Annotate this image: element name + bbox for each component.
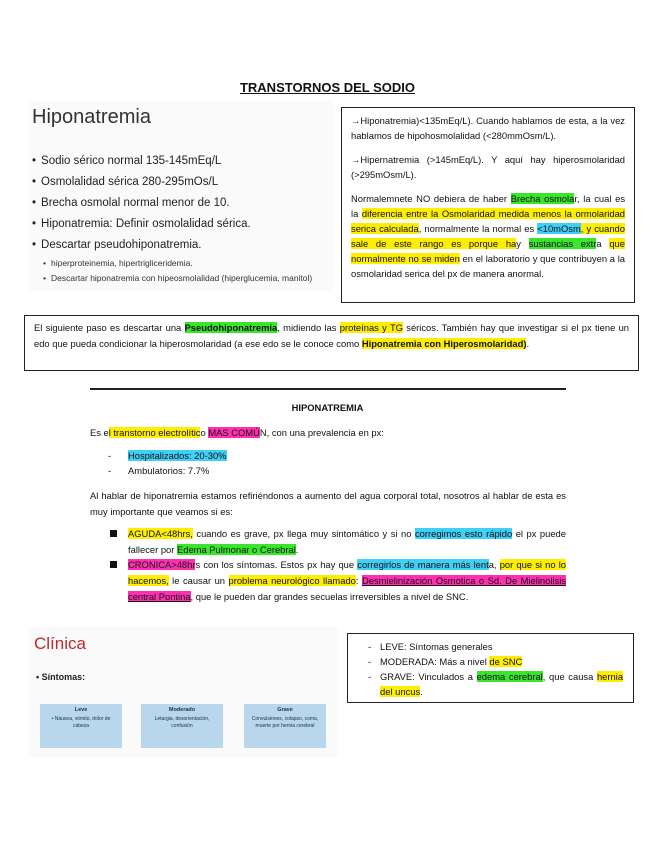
aguda-item (108, 526, 566, 558)
severity-item: - MODERADA: Más a nivel de SNC (368, 656, 523, 667)
text-run: , normalmente la normal es (418, 223, 538, 234)
text-run: GRAVE: Vinculados a (380, 671, 477, 682)
clinica-slide (28, 627, 338, 757)
text-run: cuando es grave, px llega muy sintomático y si no (192, 528, 415, 539)
hiponatremia-note: →Hiponatremia)<135mEq/L). Cuando hablamos de esta, a la vez hablamos de hipohosmolalidad (<280mmOsm/L). (351, 115, 625, 141)
highlight-yellow: diferencia entre la Osmolaridad medida menos la ormolaridad serica calculada (351, 208, 625, 234)
highlight-yellow: Hiponatremia con Hiperosmolaridad) (361, 338, 527, 349)
text-run: Es e (90, 427, 109, 438)
highlight-yellow: que normalmente no se miden (351, 238, 625, 264)
pseudohiponatremia-box (24, 315, 639, 371)
section-title: HIPONATREMIA (291, 402, 364, 413)
card-moderado (141, 704, 223, 748)
text-run: MODERADA: Más a nivel (380, 656, 490, 667)
slide-bullet: • Descartar pseudohiponatremia. (32, 235, 312, 256)
highlight-cyan: Hospitalizados: 20-30% (128, 450, 227, 461)
highlight-green: Pseudohiponatremia (184, 322, 278, 333)
text-run: LEVE: Síntomas generales (380, 641, 493, 652)
slide-bullet: • Osmolalidad sérica 280-295mOs/L (32, 172, 312, 193)
highlight-yellow: , y cuando sale de este rango es porque ha (351, 223, 625, 249)
highlight-green: Edema Pulmonar o Cerebral (176, 544, 296, 555)
sintomas-label: • Síntomas: (36, 672, 86, 682)
text-run: . (420, 686, 423, 697)
text-run: el px puede fallecer por (128, 528, 566, 555)
slide-title: Hiponatremia (32, 106, 151, 128)
card-leve (40, 704, 122, 748)
text-run: Ambulatorios: 7.7% (128, 465, 210, 476)
highlight-cyan: <10mOsm (537, 223, 581, 234)
severity-box (347, 633, 634, 703)
card-title: Grave (277, 707, 293, 713)
slide-bullet: • Brecha osmolal normal menor de 10. (32, 193, 312, 214)
card-body: • Náusea, vómito, dolor de cabeza (51, 716, 111, 729)
card-body: Letargia, desorientación, confusión (154, 716, 210, 729)
square-bullet-icon (110, 561, 117, 568)
highlight-cyan: corregirlos de manera más lent (357, 559, 489, 570)
highlight-yellow: por que si no lo hacemos, (128, 559, 566, 586)
text-run: le causar un (168, 575, 229, 586)
highlight-magenta: MAS COMÚ (208, 427, 260, 438)
highlight-green: edema cerebral (476, 671, 543, 682)
card-grave (244, 704, 326, 748)
card-body: Convulsiones, colapso, coma, muerte por hernia cerebral (251, 716, 319, 729)
square-bullet-icon (110, 530, 117, 537)
highlight-magenta: CRONICA>48hr (128, 559, 196, 570)
prevalence-item: - Ambulatorios: 7.7% (108, 465, 210, 476)
highlight-yellow: de SNC (489, 656, 523, 667)
text-run: : (355, 575, 362, 586)
body-paragraph: Al hablar de hiponatremia estamos refiriéndonos a aumento del agua corporal total, nosotros al hablar de esta es muy importante que veamos si es: (90, 490, 566, 517)
slide-bullet: • Sodio sérico normal 135-145mEq/L (32, 151, 312, 172)
card-title: Moderado (168, 707, 196, 713)
hipernatremia-note: →Hipernatremia (>145mEq/L). Y aquí hay hiperosmolaridad (>295mOsm/L). (351, 154, 625, 180)
highlight-magenta: Desmielinización Osmotica o Sd. De Mielinolisis central Pontina (128, 575, 566, 602)
slide-subbullet: • hiperproteinemia, hipertrigliceridemia. (32, 256, 312, 271)
text-run: r, la cual es la (351, 193, 626, 219)
text-run: y (516, 238, 529, 249)
text-run: Normalemnete NO debiera de haber (351, 193, 511, 204)
text-run: a, (488, 559, 500, 570)
section-divider (90, 388, 566, 390)
text-run: El siguiente paso es descartar una (34, 322, 185, 333)
text-run: . (295, 544, 299, 555)
text-run: , que causa (542, 671, 597, 682)
slide-bullet: • Hiponatremia: Definir osmolalidad sérica. (32, 214, 312, 235)
text-run: en el laboratorio y que contribuyen a la osmolaridad serica del px de manera anormal. (351, 253, 626, 279)
text-run: séricos. También hay que investigar si el px tiene un edo que pueda condicionar la hiperosmolaridad (a ese edo se le conoce como (34, 322, 629, 349)
slide-subbullet: • Descartar hiponatremia con hipeosmolalidad (hiperglucemia, manitol) (32, 271, 312, 286)
highlight-cyan: corregimos esto rápido (414, 528, 513, 539)
text-run: s con los síntomas. Estos px hay que (195, 559, 358, 570)
highlight-green: Brecha osmola (510, 193, 575, 204)
highlight-yellow: AGUDA<48hrs, (128, 528, 193, 539)
highlight-yellow: hernia del uncus (380, 671, 624, 697)
hiponatremia-slide (28, 101, 334, 291)
text-run: , que le pueden dar grandes secuelas irreversibles a nivel de SNC. (190, 591, 469, 602)
text-run: a (596, 238, 610, 249)
natremia-notes-box (341, 107, 635, 303)
brecha-osmolar-note (351, 191, 625, 281)
page-title: TRANSTORNOS DEL SODIO (239, 80, 416, 95)
text-run: . (526, 338, 530, 349)
text-run: N, con una prevalencia en px: (259, 427, 384, 438)
text-run: , midiendo las (277, 322, 340, 333)
highlight-green: sustancias extr (528, 238, 597, 249)
intro-line (90, 425, 566, 441)
severity-item: - GRAVE: Vinculados a edema cerebral, que causa hernia del uncus. (368, 671, 624, 697)
card-title: Leve (74, 707, 88, 713)
prevalence-item: - Hospitalizados: 20-30% (108, 450, 227, 461)
slide-bullet-list (32, 151, 312, 286)
highlight-yellow: l transtorno electrolític (108, 427, 201, 438)
cronica-item (108, 557, 566, 605)
slide-title: Clínica (34, 634, 86, 653)
text-run: o (200, 427, 209, 438)
severity-item: - LEVE: Síntomas generales (368, 641, 493, 652)
highlight-yellow: proteínas y TG (339, 322, 403, 333)
highlight-yellow: problema neurológico llamado (228, 575, 356, 586)
